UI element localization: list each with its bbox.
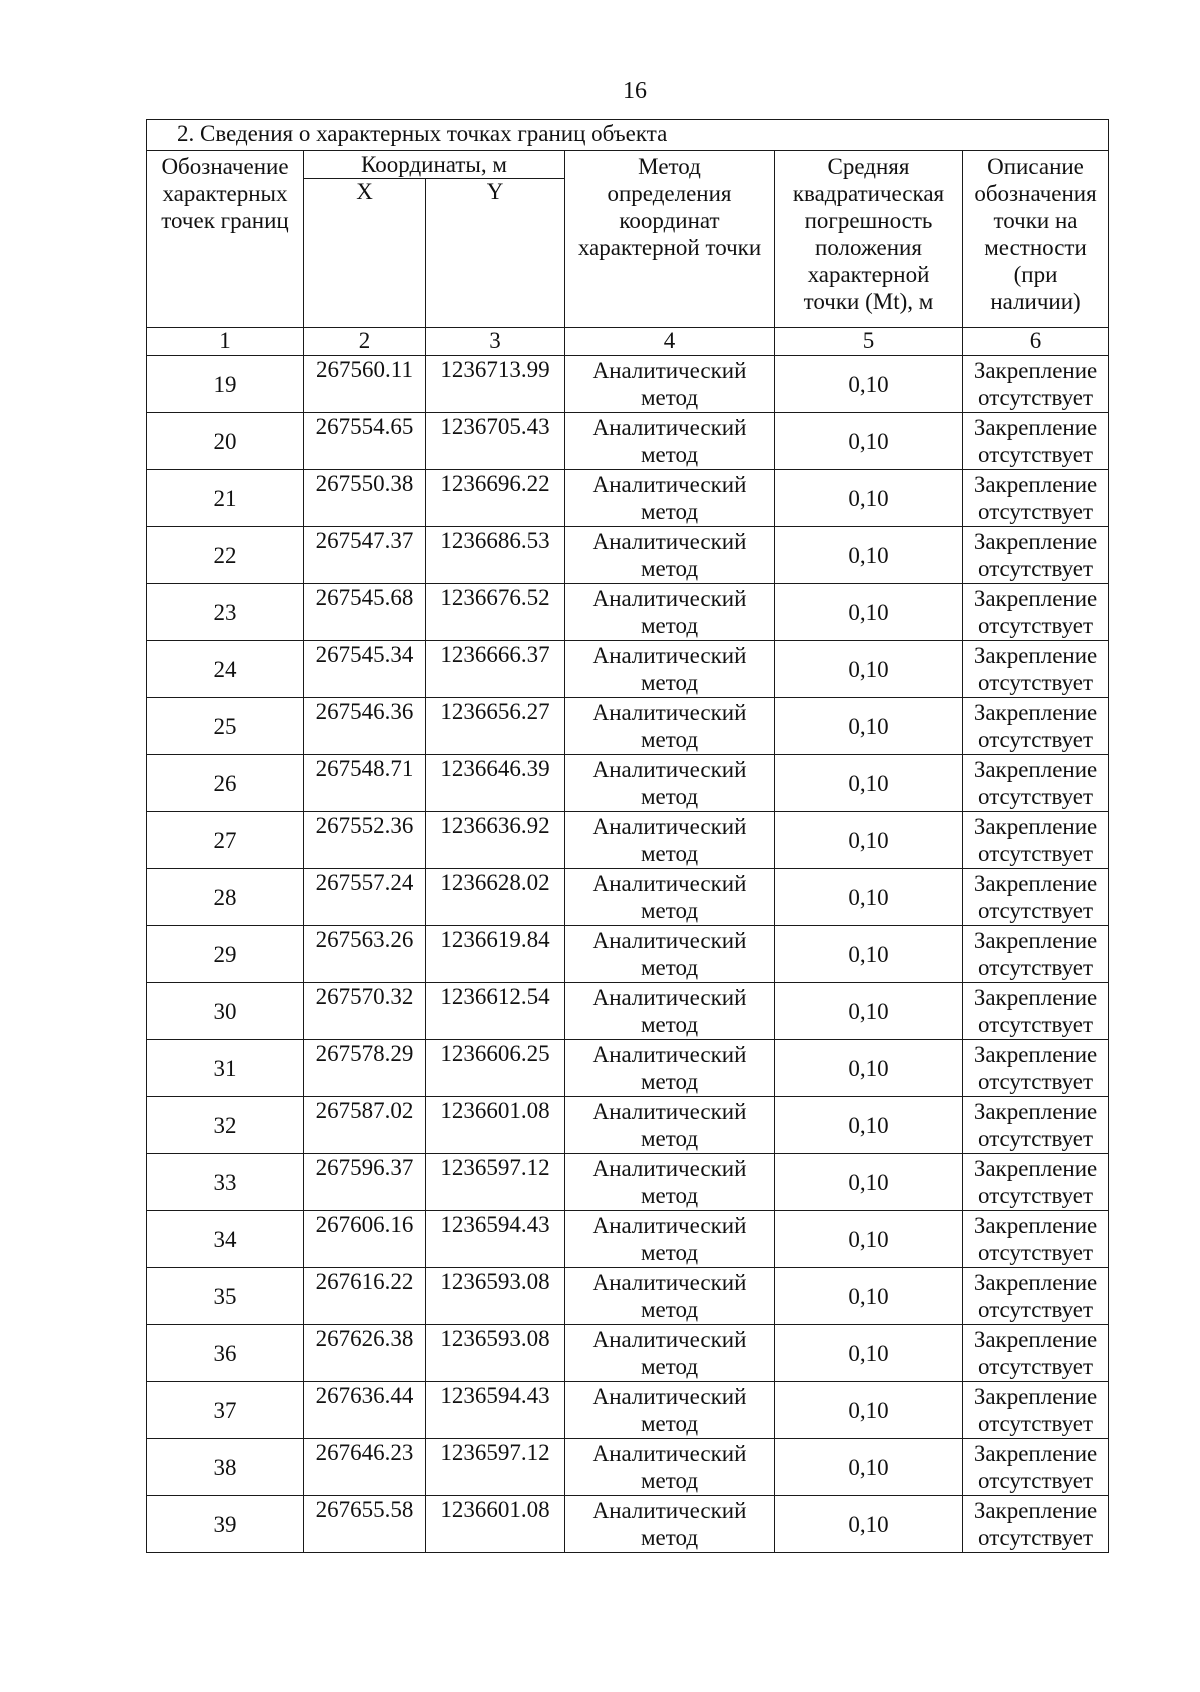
- coord-x: 267545.68: [304, 584, 426, 641]
- description-cell: [963, 1268, 1109, 1325]
- coord-y: 1236606.25: [426, 1040, 565, 1097]
- coord-y: 1236646.39: [426, 755, 565, 812]
- description-line: Закрепление: [973, 472, 1098, 497]
- coord-x: 267547.37: [304, 527, 426, 584]
- coord-x: 267546.36: [304, 698, 426, 755]
- point-number: 30: [147, 983, 304, 1040]
- mean-square-error: 0,10: [775, 1382, 963, 1439]
- method-line: метод: [640, 1468, 699, 1493]
- description-cell: [963, 1211, 1109, 1268]
- method-line: Аналитический: [592, 1384, 747, 1409]
- coord-y: 1236713.99: [426, 356, 565, 413]
- header-method-line: определения: [607, 181, 732, 206]
- point-number: 38: [147, 1439, 304, 1496]
- mean-square-error: 0,10: [775, 812, 963, 869]
- method-cell: [565, 1268, 775, 1325]
- description-line: отсутствует: [978, 670, 1094, 695]
- coord-x: 267646.23: [304, 1439, 426, 1496]
- description-cell: [963, 812, 1109, 869]
- description-line: Закрепление: [973, 1156, 1098, 1181]
- point-number: 33: [147, 1154, 304, 1211]
- header-error-line: Средняя: [827, 154, 910, 179]
- method-cell: [565, 413, 775, 470]
- header-method-line: характерной точки: [577, 235, 762, 260]
- description-line: Закрепление: [973, 1213, 1098, 1238]
- coord-x: 267596.37: [304, 1154, 426, 1211]
- description-cell: [963, 1382, 1109, 1439]
- description-line: Закрепление: [973, 415, 1098, 440]
- description-line: отсутствует: [978, 727, 1094, 752]
- coord-y: 1236636.92: [426, 812, 565, 869]
- method-cell: [565, 983, 775, 1040]
- description-cell: [963, 527, 1109, 584]
- point-number: 27: [147, 812, 304, 869]
- description-cell: [963, 584, 1109, 641]
- mean-square-error: 0,10: [775, 641, 963, 698]
- coord-y: 1236593.08: [426, 1268, 565, 1325]
- description-line: отсутствует: [978, 1354, 1094, 1379]
- point-number: 32: [147, 1097, 304, 1154]
- method-line: Аналитический: [592, 1270, 747, 1295]
- method-line: метод: [640, 1126, 699, 1151]
- coord-y: 1236628.02: [426, 869, 565, 926]
- method-line: метод: [640, 1240, 699, 1265]
- header-designation-line: Обозначение: [161, 154, 289, 179]
- mean-square-error: 0,10: [775, 1154, 963, 1211]
- method-line: Аналитический: [592, 358, 747, 383]
- mean-square-error: 0,10: [775, 356, 963, 413]
- description-line: Закрепление: [973, 358, 1098, 383]
- header-designation: [147, 151, 304, 328]
- description-cell: [963, 1439, 1109, 1496]
- method-line: метод: [640, 556, 699, 581]
- method-cell: [565, 584, 775, 641]
- method-line: Аналитический: [592, 928, 747, 953]
- table-row: [147, 1040, 1109, 1097]
- method-line: метод: [640, 499, 699, 524]
- table-row: [147, 1439, 1109, 1496]
- coord-y: 1236656.27: [426, 698, 565, 755]
- coord-x: 267616.22: [304, 1268, 426, 1325]
- header-description-line: точки на: [993, 208, 1078, 233]
- mean-square-error: 0,10: [775, 1439, 963, 1496]
- description-line: отсутствует: [978, 1297, 1094, 1322]
- point-number: 23: [147, 584, 304, 641]
- header-coordinates: Координаты, м: [304, 151, 565, 179]
- mean-square-error: 0,10: [775, 413, 963, 470]
- coord-y: 1236597.12: [426, 1439, 565, 1496]
- table-row: [147, 527, 1109, 584]
- description-line: Закрепление: [973, 643, 1098, 668]
- header-method-line: координат: [619, 208, 720, 233]
- coord-x: 267560.11: [304, 356, 426, 413]
- description-line: отсутствует: [978, 613, 1094, 638]
- coord-y: 1236594.43: [426, 1211, 565, 1268]
- point-number: 26: [147, 755, 304, 812]
- header-description-line: обозначения: [974, 181, 1097, 206]
- point-number: 35: [147, 1268, 304, 1325]
- header-error-line: погрешность: [804, 208, 933, 233]
- description-line: Закрепление: [973, 1327, 1098, 1352]
- method-line: метод: [640, 1183, 699, 1208]
- header-method: [565, 151, 775, 328]
- description-line: отсутствует: [978, 1525, 1094, 1550]
- description-line: отсутствует: [978, 556, 1094, 581]
- header-description: [963, 151, 1109, 328]
- method-cell: [565, 1496, 775, 1553]
- coord-x: 267606.16: [304, 1211, 426, 1268]
- method-cell: [565, 1097, 775, 1154]
- table-row: [147, 584, 1109, 641]
- mean-square-error: 0,10: [775, 1325, 963, 1382]
- header-error: [775, 151, 963, 328]
- method-cell: [565, 1211, 775, 1268]
- table-row: [147, 1496, 1109, 1553]
- point-number: 19: [147, 356, 304, 413]
- coord-y: 1236696.22: [426, 470, 565, 527]
- point-number: 39: [147, 1496, 304, 1553]
- description-line: отсутствует: [978, 784, 1094, 809]
- coord-x: 267626.38: [304, 1325, 426, 1382]
- method-line: Аналитический: [592, 529, 747, 554]
- table-row: [147, 869, 1109, 926]
- coord-x: 267552.36: [304, 812, 426, 869]
- mean-square-error: 0,10: [775, 698, 963, 755]
- method-line: Аналитический: [592, 586, 747, 611]
- method-cell: [565, 698, 775, 755]
- method-cell: [565, 926, 775, 983]
- method-line: Аналитический: [592, 1213, 747, 1238]
- description-line: Закрепление: [973, 1270, 1098, 1295]
- coord-y: 1236597.12: [426, 1154, 565, 1211]
- description-line: отсутствует: [978, 442, 1094, 467]
- method-line: Аналитический: [592, 814, 747, 839]
- mean-square-error: 0,10: [775, 1268, 963, 1325]
- method-line: метод: [640, 1354, 699, 1379]
- description-cell: [963, 413, 1109, 470]
- coord-x: 267587.02: [304, 1097, 426, 1154]
- table-row: [147, 1154, 1109, 1211]
- method-cell: [565, 1154, 775, 1211]
- description-line: Закрепление: [973, 814, 1098, 839]
- coord-x: 267554.65: [304, 413, 426, 470]
- mean-square-error: 0,10: [775, 1211, 963, 1268]
- method-line: Аналитический: [592, 1099, 747, 1124]
- method-line: метод: [640, 955, 699, 980]
- header-description-line: (при: [1013, 262, 1058, 287]
- method-cell: [565, 641, 775, 698]
- coord-y: 1236601.08: [426, 1496, 565, 1553]
- header-y: Y: [426, 179, 565, 328]
- table-row: [147, 755, 1109, 812]
- description-cell: [963, 1496, 1109, 1553]
- mean-square-error: 0,10: [775, 983, 963, 1040]
- method-cell: [565, 1325, 775, 1382]
- description-cell: [963, 356, 1109, 413]
- point-number: 34: [147, 1211, 304, 1268]
- boundary-points-table: [146, 119, 1109, 1553]
- description-line: Закрепление: [973, 1099, 1098, 1124]
- point-number: 31: [147, 1040, 304, 1097]
- description-line: отсутствует: [978, 499, 1094, 524]
- description-line: отсутствует: [978, 1126, 1094, 1151]
- header-designation-line: характерных: [162, 181, 288, 206]
- method-cell: [565, 755, 775, 812]
- header-designation-line: точек границ: [161, 208, 289, 233]
- coord-y: 1236686.53: [426, 527, 565, 584]
- point-number: 28: [147, 869, 304, 926]
- table-row: [147, 356, 1109, 413]
- section-title: 2. Сведения о характерных точках границ объекта: [147, 120, 1109, 151]
- method-line: Аналитический: [592, 1441, 747, 1466]
- description-line: отсутствует: [978, 1240, 1094, 1265]
- table-row: [147, 698, 1109, 755]
- description-cell: [963, 755, 1109, 812]
- column-number: 1: [147, 328, 304, 356]
- description-cell: [963, 470, 1109, 527]
- method-line: метод: [640, 1069, 699, 1094]
- description-line: Закрепление: [973, 1498, 1098, 1523]
- method-line: метод: [640, 670, 699, 695]
- description-line: отсутствует: [978, 955, 1094, 980]
- mean-square-error: 0,10: [775, 1496, 963, 1553]
- description-cell: [963, 1154, 1109, 1211]
- header-error-line: положения: [815, 235, 922, 260]
- table-row: [147, 1382, 1109, 1439]
- table-row: [147, 1268, 1109, 1325]
- method-cell: [565, 527, 775, 584]
- table-row: [147, 1325, 1109, 1382]
- table-row: [147, 926, 1109, 983]
- table-row: [147, 470, 1109, 527]
- method-line: Аналитический: [592, 700, 747, 725]
- coord-x: 267545.34: [304, 641, 426, 698]
- method-line: метод: [640, 841, 699, 866]
- description-line: Закрепление: [973, 871, 1098, 896]
- method-line: метод: [640, 898, 699, 923]
- coord-x: 267636.44: [304, 1382, 426, 1439]
- description-cell: [963, 698, 1109, 755]
- coord-x: 267578.29: [304, 1040, 426, 1097]
- description-line: отсутствует: [978, 385, 1094, 410]
- column-number: 6: [963, 328, 1109, 356]
- method-line: Аналитический: [592, 1498, 747, 1523]
- method-line: Аналитический: [592, 1156, 747, 1181]
- method-cell: [565, 1439, 775, 1496]
- point-number: 37: [147, 1382, 304, 1439]
- description-line: отсутствует: [978, 1411, 1094, 1436]
- column-number: 4: [565, 328, 775, 356]
- point-number: 29: [147, 926, 304, 983]
- mean-square-error: 0,10: [775, 926, 963, 983]
- header-description-line: местности: [984, 235, 1087, 260]
- description-line: отсутствует: [978, 1069, 1094, 1094]
- coord-x: 267570.32: [304, 983, 426, 1040]
- mean-square-error: 0,10: [775, 527, 963, 584]
- header-error-line: характерной: [807, 262, 930, 287]
- method-cell: [565, 1040, 775, 1097]
- point-number: 20: [147, 413, 304, 470]
- header-error-line: квадратическая: [792, 181, 945, 206]
- method-cell: [565, 812, 775, 869]
- description-cell: [963, 641, 1109, 698]
- coord-y: 1236612.54: [426, 983, 565, 1040]
- method-line: Аналитический: [592, 1042, 747, 1067]
- header-description-line: наличии): [990, 289, 1081, 314]
- description-line: Закрепление: [973, 928, 1098, 953]
- coord-y: 1236705.43: [426, 413, 565, 470]
- mean-square-error: 0,10: [775, 1097, 963, 1154]
- method-line: метод: [640, 385, 699, 410]
- description-line: отсутствует: [978, 898, 1094, 923]
- header-x: X: [304, 179, 426, 328]
- description-line: отсутствует: [978, 841, 1094, 866]
- coord-y: 1236594.43: [426, 1382, 565, 1439]
- description-line: отсутствует: [978, 1012, 1094, 1037]
- method-line: метод: [640, 1297, 699, 1322]
- mean-square-error: 0,10: [775, 869, 963, 926]
- method-line: метод: [640, 1012, 699, 1037]
- coord-x: 267550.38: [304, 470, 426, 527]
- description-cell: [963, 983, 1109, 1040]
- description-line: Закрепление: [973, 529, 1098, 554]
- coord-x: 267563.26: [304, 926, 426, 983]
- mean-square-error: 0,10: [775, 470, 963, 527]
- description-cell: [963, 869, 1109, 926]
- header-method-line: Метод: [638, 154, 701, 179]
- column-numbers-row: [147, 328, 1109, 356]
- point-number: 24: [147, 641, 304, 698]
- method-cell: [565, 356, 775, 413]
- coord-y: 1236619.84: [426, 926, 565, 983]
- method-cell: [565, 470, 775, 527]
- header-error-line: точки (Mt), м: [803, 289, 934, 314]
- page-number: 16: [623, 78, 647, 104]
- table-row: [147, 1211, 1109, 1268]
- method-line: метод: [640, 442, 699, 467]
- method-cell: [565, 1382, 775, 1439]
- method-line: Аналитический: [592, 871, 747, 896]
- point-number: 22: [147, 527, 304, 584]
- point-number: 21: [147, 470, 304, 527]
- description-line: Закрепление: [973, 700, 1098, 725]
- method-line: метод: [640, 1525, 699, 1550]
- coord-x: 267548.71: [304, 755, 426, 812]
- method-line: метод: [640, 1411, 699, 1436]
- header-description-line: Описание: [987, 154, 1084, 179]
- column-number: 3: [426, 328, 565, 356]
- table-row: [147, 1097, 1109, 1154]
- column-number: 5: [775, 328, 963, 356]
- description-line: Закрепление: [973, 1441, 1098, 1466]
- table-row: [147, 983, 1109, 1040]
- method-line: Аналитический: [592, 415, 747, 440]
- description-cell: [963, 1325, 1109, 1382]
- description-line: отсутствует: [978, 1468, 1094, 1493]
- method-cell: [565, 869, 775, 926]
- description-line: Закрепление: [973, 586, 1098, 611]
- description-line: отсутствует: [978, 1183, 1094, 1208]
- method-line: Аналитический: [592, 985, 747, 1010]
- point-number: 25: [147, 698, 304, 755]
- mean-square-error: 0,10: [775, 755, 963, 812]
- method-line: метод: [640, 784, 699, 809]
- description-cell: [963, 926, 1109, 983]
- coord-y: 1236601.08: [426, 1097, 565, 1154]
- method-line: метод: [640, 727, 699, 752]
- description-line: Закрепление: [973, 985, 1098, 1010]
- coord-y: 1236593.08: [426, 1325, 565, 1382]
- table-row: [147, 641, 1109, 698]
- coord-x: 267557.24: [304, 869, 426, 926]
- table-row: [147, 413, 1109, 470]
- method-line: Аналитический: [592, 1327, 747, 1352]
- method-line: Аналитический: [592, 472, 747, 497]
- coord-x: 267655.58: [304, 1496, 426, 1553]
- description-line: Закрепление: [973, 1384, 1098, 1409]
- mean-square-error: 0,10: [775, 1040, 963, 1097]
- method-line: метод: [640, 613, 699, 638]
- description-cell: [963, 1040, 1109, 1097]
- coord-y: 1236676.52: [426, 584, 565, 641]
- coord-y: 1236666.37: [426, 641, 565, 698]
- column-number: 2: [304, 328, 426, 356]
- description-line: Закрепление: [973, 757, 1098, 782]
- table-row: [147, 812, 1109, 869]
- method-line: Аналитический: [592, 757, 747, 782]
- description-line: Закрепление: [973, 1042, 1098, 1067]
- method-line: Аналитический: [592, 643, 747, 668]
- description-cell: [963, 1097, 1109, 1154]
- point-number: 36: [147, 1325, 304, 1382]
- mean-square-error: 0,10: [775, 584, 963, 641]
